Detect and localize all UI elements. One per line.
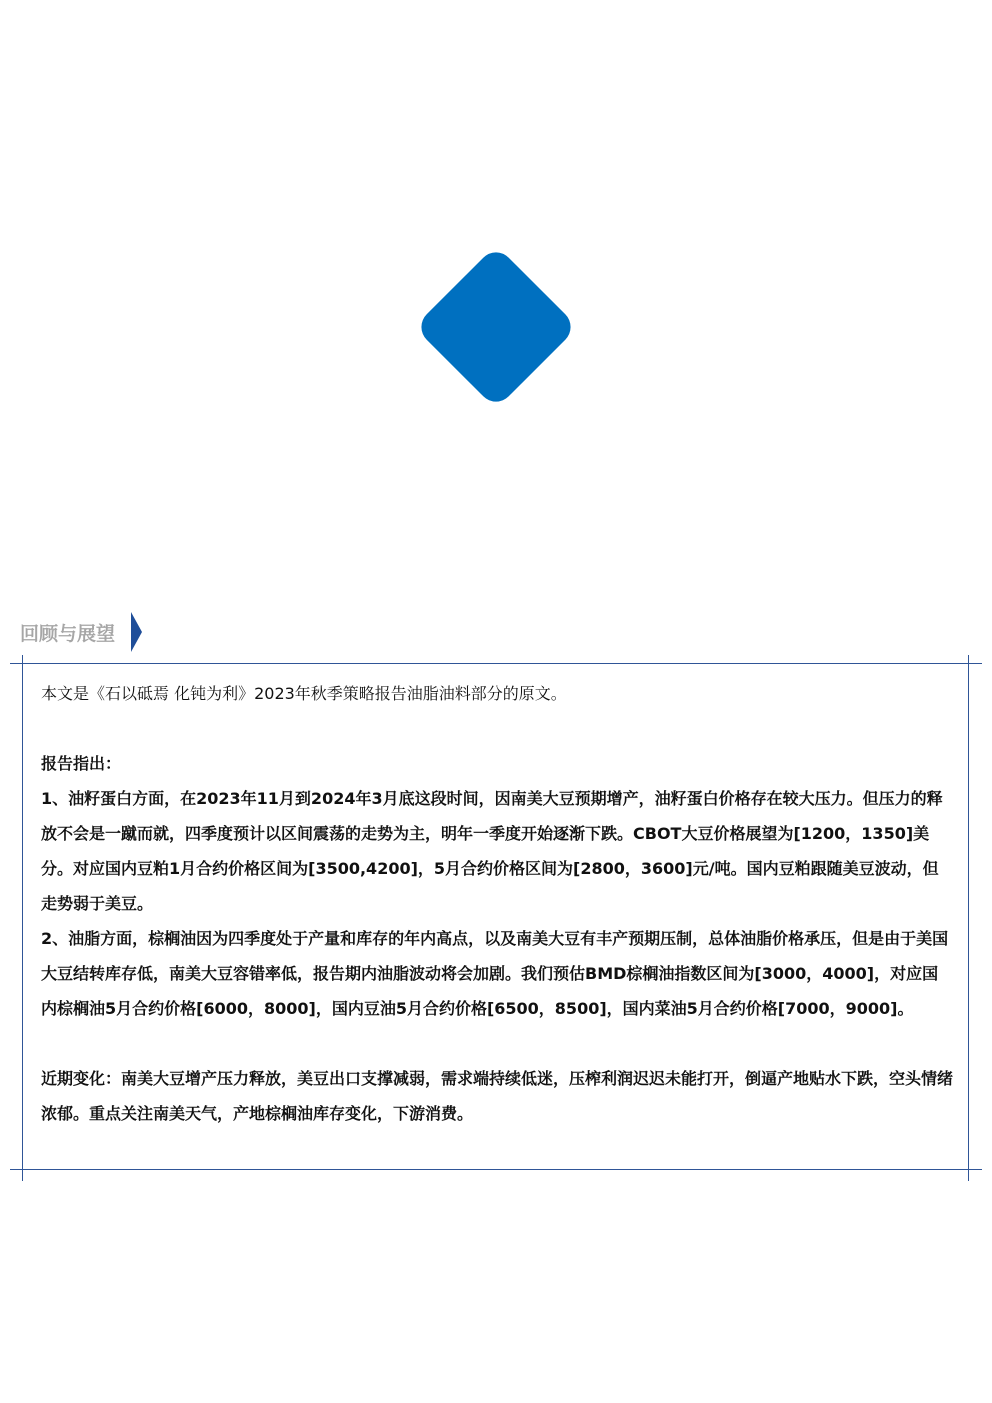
section-title: 回顾与展望 xyxy=(20,622,116,645)
frame-top-rule xyxy=(10,663,982,664)
intro-paragraph: 本文是《石以砥焉 化钝为利》2023年秋季策略报告油脂油料部分的原文。 xyxy=(41,684,567,703)
point-oilseed-protein: 1、油籽蛋白方面，在2023年11月到2024年3月底这段时间，因南美大豆预期增产，油籽蛋白价格存在较大压力。但压力的释放不会是一蹴而就，四季度预计以区间震荡的走势为主，明年一季度开始逐渐下跌。CBOT大豆价格展望为[1200，1350]美分。对应国内豆粕1月合约价格区间为[3500,4200]，5月合约价格区间为[2800，3600]元/吨。国内豆粕跟随美豆波动，但走势弱于美豆。 xyxy=(41,789,943,913)
frame-left-rule xyxy=(22,655,23,1181)
spacer xyxy=(41,711,953,746)
spacer xyxy=(41,1026,953,1061)
report-label: 报告指出： xyxy=(41,754,122,773)
point-oils-fats: 2、油脂方面，棕榈油因为四季度处于产量和库存的年内高点，以及南美大豆有丰产预期压制，总体油脂价格承压，但是由于美国大豆结转库存低，南美大豆容错率低，报告期内油脂波动将会加剧。我们预估BMD棕榈油指数区间为[3000，4000]，对应国内棕榈油5月合约价格[6000，8000]，国内豆油5月合约价格[6500，8500]，国内菜油5月合约价格[7000，9000]。 xyxy=(41,929,949,1018)
frame-bottom-rule xyxy=(10,1169,982,1170)
frame-right-rule xyxy=(968,655,969,1181)
section-header xyxy=(20,612,142,652)
report-body xyxy=(41,676,953,1131)
recent-changes-paragraph: 近期变化：南美大豆增产压力释放，美豆出口支撑减弱，需求端持续低迷，压榨利润迟迟未能打开，倒逼产地贴水下跌，空头情绪浓郁。重点关注南美天气，产地棕榈油库存变化，下游消费。 xyxy=(41,1069,954,1123)
diamond-logo-icon xyxy=(414,245,578,409)
chevron-right-icon xyxy=(131,612,142,652)
